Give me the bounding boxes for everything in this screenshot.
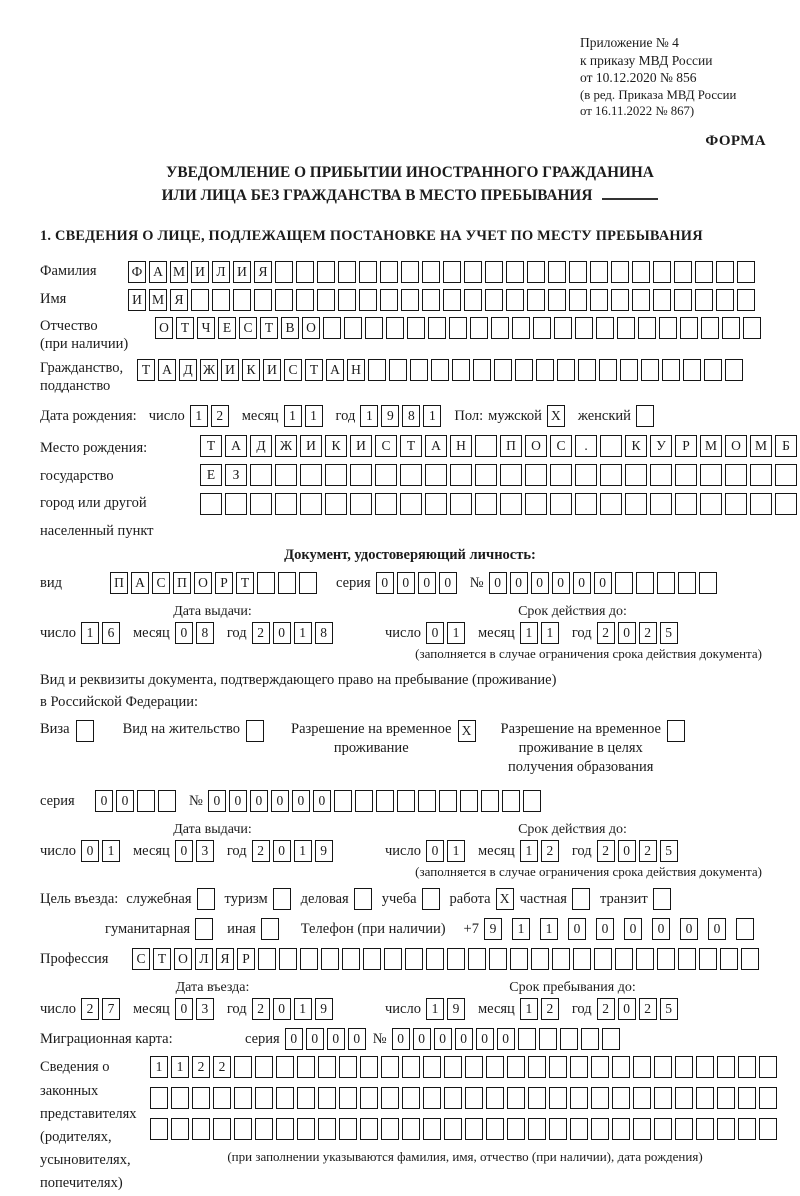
residence-doc-intro: Вид и реквизиты документа, подтверждающего право на пребывание (проживание) в Российской Федерации: [40,672,557,711]
year-label: год [226,842,247,859]
birth-place-row2-grid[interactable]: Е З [200,464,800,486]
representatives-row1-grid[interactable]: 1 1 2 2 [150,1056,780,1078]
stay-month-grid[interactable]: 1 2 [520,998,562,1020]
migration-number-label: № [372,1030,387,1047]
doc-valid-year-grid[interactable]: 2 0 2 5 [597,622,681,644]
form-title [40,162,780,208]
doc-type-label: вид [40,574,62,591]
doc-issue-year-grid[interactable]: 2 0 1 8 [252,622,336,644]
stay-day-grid[interactable]: 1 9 [426,998,468,1020]
citizenship-label: Гражданство, подданство [40,360,124,395]
residence-permit-option [123,720,267,742]
purpose-private-label: частная [519,890,567,907]
edition-line: (в ред. Приказа МВД России [580,87,737,102]
annex-line: от 10.12.2020 № 856 [580,70,697,86]
title-blank-underline [602,186,658,200]
purpose-private-checkbox[interactable] [572,888,590,910]
stay-until-heading: Срок пребывания до: [509,980,636,996]
stay-year-grid[interactable]: 2 0 2 5 [597,998,681,1020]
month-label: месяц [132,1000,170,1017]
birth-year-grid[interactable]: 1 9 8 1 [360,405,444,427]
representatives-note: (при заполнении указываются фамилия, имя, отчество (при наличии), дата рождения) [227,1149,703,1165]
patronymic-grid[interactable]: О Т Ч Е С Т В О [155,317,764,339]
residence-valid-month-grid[interactable]: 1 2 [520,840,562,862]
sex-female-label: женский [577,407,631,424]
purpose-official-label: служебная [126,890,192,907]
birth-date-label: Дата рождения: [40,407,137,424]
day-label: число [40,842,76,859]
purpose-business-checkbox[interactable] [354,888,372,910]
annex-block [580,34,780,120]
purpose-tourism-label: туризм [224,890,268,907]
day-label: число [148,407,185,424]
purpose-tourism-checkbox[interactable] [273,888,291,910]
doc-issue-month-grid[interactable]: 0 8 [175,622,217,644]
edu-permit-checkbox[interactable] [667,720,685,742]
residence-issue-year-grid[interactable]: 2 0 1 9 [252,840,336,862]
month-label: месяц [132,624,170,641]
doc-type-grid[interactable]: П А С П О Р Т [110,572,320,594]
residence-permit-label: Вид на жительство [122,720,241,737]
annex-line: Приложение № 4 [580,35,679,50]
month-label: месяц [241,407,279,424]
sex-male-checkbox[interactable]: X [547,405,565,427]
form-title-line2: ИЛИ ЛИЦА БЕЗ ГРАЖДАНСТВА В МЕСТО ПРЕБЫВАНИЯ [40,185,780,208]
year-label: год [571,842,592,859]
year-label: год [335,407,356,424]
month-label: месяц [477,1000,515,1017]
annex-line: к приказу МВД России [580,52,713,68]
purpose-business-label: деловая [300,890,349,907]
year-label: год [571,1000,592,1017]
residence-number-label: № [189,792,203,809]
doc-valid-heading: Срок действия до: [518,604,627,620]
residence-number-grid[interactable]: 0 0 0 0 0 0 [208,790,544,812]
purpose-transit-label: транзит [599,890,648,907]
purpose-official-checkbox[interactable] [197,888,215,910]
residence-validity-note: (заполняется в случае ограничения срока действия документа) [415,864,762,880]
entry-month-grid[interactable]: 0 3 [175,998,217,1020]
purpose-other-label: иная [227,920,256,937]
phone-prefix: +7 [463,920,479,937]
doc-validity-note: (заполняется в случае ограничения срока действия документа) [415,646,762,662]
purpose-label: Цель въезда: [40,890,119,907]
phone-grid[interactable]: 9 1 1 0 0 0 0 0 0 [484,918,764,940]
purpose-other-checkbox[interactable] [261,918,279,940]
migration-card-label: Миграционная карта: [40,1030,173,1047]
year-label: год [226,1000,247,1017]
form-title-line1: УВЕДОМЛЕНИЕ О ПРИБЫТИИ ИНОСТРАННОГО ГРАЖДАНИНА [166,163,654,181]
day-label: число [40,624,76,641]
section1-heading: 1. СВЕДЕНИЯ О ЛИЦЕ, ПОДЛЕЖАЩЕМ ПОСТАНОВКЕ НА УЧЕТ ПО МЕСТУ ПРЕБЫВАНИЯ [40,227,703,244]
residence-series-grid[interactable]: 0 0 [95,790,179,812]
day-label: число [385,1000,421,1017]
residence-series-label: серия [40,792,75,809]
migration-series-label: серия [245,1030,280,1047]
purpose-humanitarian-checkbox[interactable] [195,918,213,940]
doc-series-label: серия [336,574,371,591]
entry-date-heading: Дата въезда: [175,980,250,996]
temp-permit-option [291,720,478,758]
day-label: число [385,624,421,641]
surname-label: Фамилия [40,263,97,280]
month-label: месяц [132,842,170,859]
purpose-humanitarian-label: гуманитарная [105,920,191,937]
doc-number-grid[interactable]: 0 0 0 0 0 0 [489,572,720,594]
birth-place-row3-grid[interactable] [200,493,800,515]
purpose-study-label: учеба [381,890,417,907]
sex-male-label: мужской [488,407,542,424]
doc-valid-day-grid[interactable]: 0 1 [426,622,468,644]
doc-valid-month-grid[interactable]: 1 1 [520,622,562,644]
migration-series-grid[interactable]: 0 0 0 0 [285,1028,369,1050]
year-label: год [571,624,592,641]
residence-valid-day-grid[interactable]: 0 1 [426,840,468,862]
identity-doc-heading: Документ, удостоверяющий личность: [284,547,536,564]
edition-line: от 16.11.2022 № 867) [580,104,695,119]
doc-series-grid[interactable]: 0 0 0 0 [376,572,460,594]
visa-checkbox[interactable] [76,720,94,742]
temp-permit-label: Разрешение на временное проживание [291,720,452,756]
citizenship-grid[interactable]: Т А Д Ж И К И С Т А Н [137,359,746,381]
residence-issue-heading: Дата выдачи: [173,822,252,838]
birth-place-label: Место рождения: государство город или другой населенный пункт [40,440,154,539]
surname-grid[interactable]: Ф А М И Л И Я [128,261,758,283]
residence-valid-year-grid[interactable]: 2 0 2 5 [597,840,681,862]
doc-number-label: № [469,574,484,591]
visa-option [40,720,97,742]
purpose-work-checkbox[interactable]: X [496,888,514,910]
entry-day-grid[interactable]: 2 7 [81,998,123,1020]
month-label: месяц [477,624,515,641]
representatives-row2-grid[interactable] [150,1087,780,1109]
purpose-transit-checkbox[interactable] [653,888,671,910]
year-label: год [226,624,247,641]
doc-issue-heading: Дата выдачи: [173,604,252,620]
profession-label: Профессия [40,950,109,967]
birth-place-row1-grid[interactable]: Т А Д Ж И К И С Т А Н П О С . К У Р М О М Б [200,435,800,457]
residence-valid-heading: Срок действия до: [518,822,627,838]
birth-month-grid[interactable]: 1 1 [284,405,326,427]
purpose-work-label: работа [449,890,491,907]
residence-issue-day-grid[interactable]: 0 1 [81,840,123,862]
migration-number-grid[interactable]: 0 0 0 0 0 0 [392,1028,623,1050]
entry-year-grid[interactable]: 2 0 1 9 [252,998,336,1020]
sex-female-checkbox[interactable] [636,405,654,427]
representatives-label: Сведения о законных представителях (родителях, усыновителях, попечителях) [40,1059,137,1192]
doc-issue-day-grid[interactable]: 1 6 [81,622,123,644]
residence-permit-checkbox[interactable] [246,720,264,742]
name-grid[interactable]: И М Я [128,289,758,311]
day-label: число [385,842,421,859]
day-label: число [40,1000,76,1017]
residence-issue-month-grid[interactable]: 0 3 [175,840,217,862]
birth-day-grid[interactable]: 1 2 [190,405,232,427]
temp-permit-checkbox[interactable]: X [458,720,476,742]
phone-label: Телефон (при наличии) [300,920,446,937]
representatives-row3-grid[interactable] [150,1118,780,1140]
purpose-study-checkbox[interactable] [422,888,440,910]
edu-permit-option [501,720,688,777]
form-word: ФОРМА [705,132,766,149]
sex-label: Пол: [454,407,484,424]
visa-label: Виза [40,720,70,737]
edu-permit-label: Разрешение на временное проживание в целях получения образования [500,720,661,775]
profession-grid[interactable]: С Т О Л Я Р [132,948,762,970]
month-label: месяц [477,842,515,859]
patronymic-label: Отчество (при наличии) [40,317,129,352]
name-label: Имя [40,291,67,308]
